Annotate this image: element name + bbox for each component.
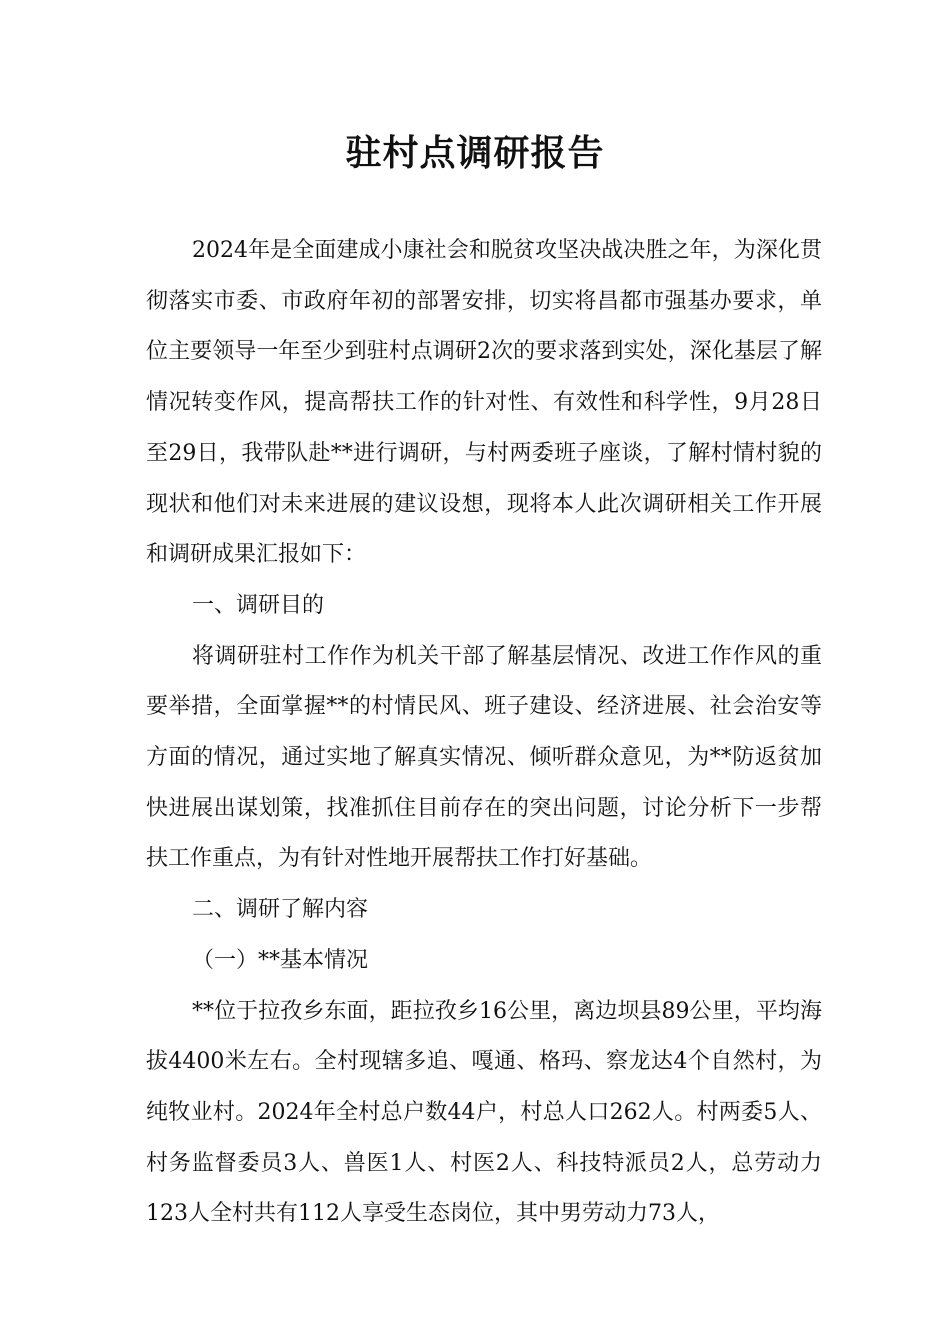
- document-body: [146, 226, 822, 1240]
- document-title: 驻村点调研报告: [345, 133, 605, 174]
- subsection-heading-basic-info: （一）**基本情况: [192, 947, 369, 973]
- section-heading-purpose: 一、调研目的: [192, 592, 325, 618]
- basic-info-paragraph: **位于拉孜乡东面，距拉孜乡16公里，离边坝县89公里，平均海拔4400米左右。全村现辖多追、嘎通、格玛、察龙达4个自然村，为纯牧业村。2024年全村总户数44户，村总人口262人。村两委5人、村务监督委员3人、兽医1人、村医2人、科技特派员2人，总劳动力123人全村共有112人享受生态岗位，其中男劳动力73人，: [146, 998, 822, 1227]
- intro-paragraph: 2024年是全面建成小康社会和脱贫攻坚决战决胜之年，为深化贯彻落实市委、市政府年初的部署安排，切实将昌都市强基办要求，单位主要领导一年至少到驻村点调研2次的要求落到实处，深化基层了解情况转变作风，提高帮扶工作的针对性、有效性和科学性，9月28日至29日，我带队赴**进行调研，与村两委班子座谈，了解村情村貌的现状和他们对未来进展的建议设想，现将本人此次调研相关工作开展和调研成果汇报如下：: [146, 238, 822, 568]
- purpose-paragraph: 将调研驻村工作作为机关干部了解基层情况、改进工作作风的重要举措，全面掌握**的村情民风、班子建设、经济进展、社会治安等方面的情况，通过实地了解真实情况、倾听群众意见，为**防返贫加快进展出谋划策，找准抓住目前存在的突出问题，讨论分析下一步帮扶工作重点，为有针对性地开展帮扶工作打好基础。: [146, 643, 822, 872]
- section-heading-content: 二、调研了解内容: [192, 897, 369, 923]
